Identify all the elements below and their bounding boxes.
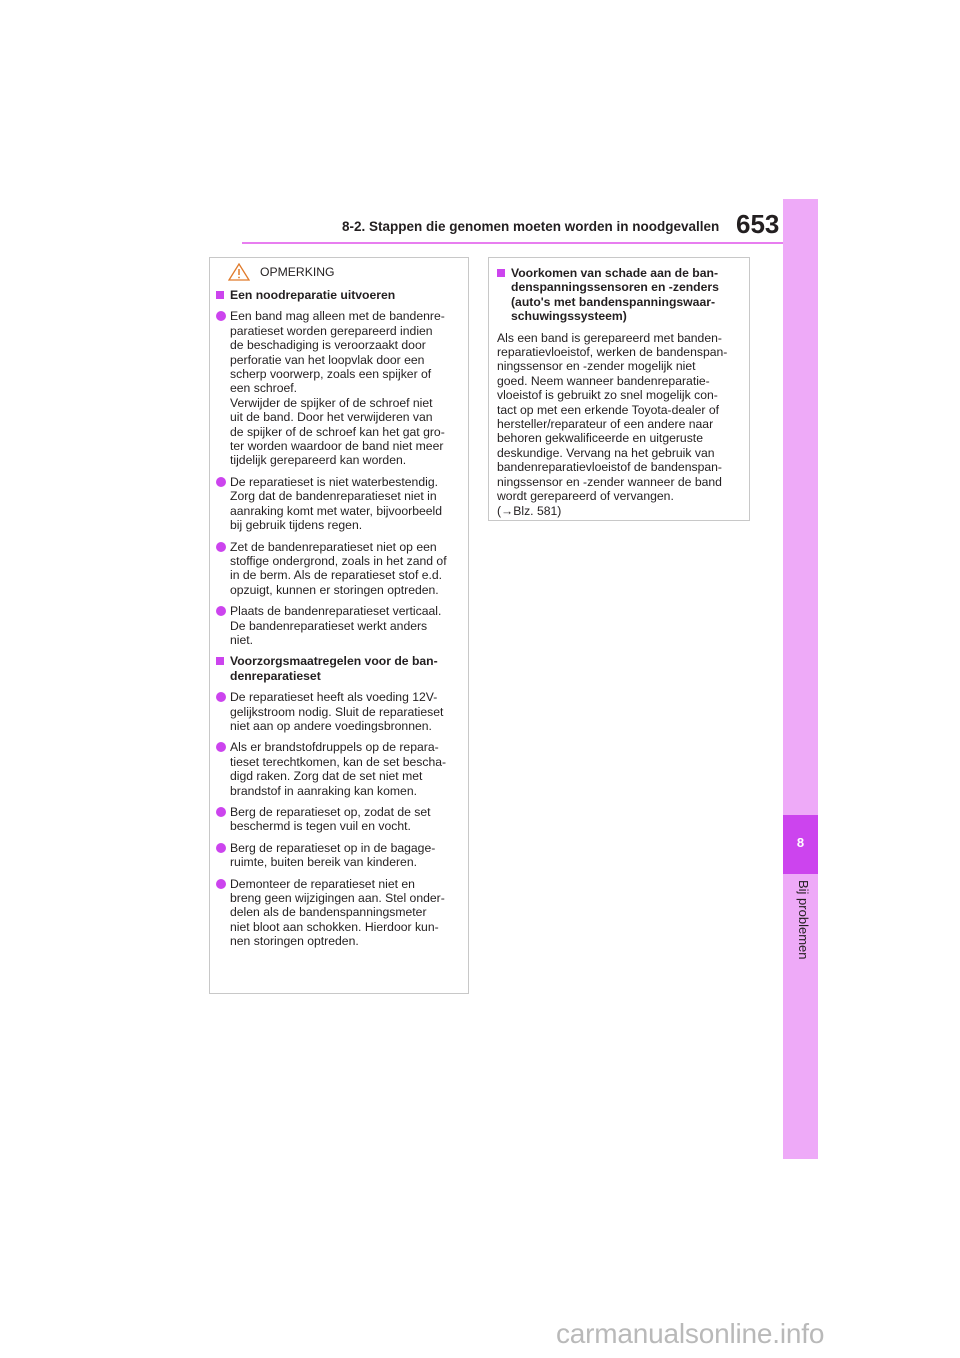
header-divider — [242, 242, 783, 244]
text-line: delen als de bandenspanningsmeter — [230, 905, 427, 920]
round-bullet-icon — [216, 807, 226, 817]
bullet-item — [216, 475, 460, 533]
text-line: scherp voorwerp, zoals een spijker of — [230, 367, 432, 382]
text-line: ningssensor en -zender mogelijk niet — [497, 359, 696, 374]
text-line: de spijker of de schroef kan het gat gro- — [230, 424, 445, 439]
caution-header — [210, 258, 468, 284]
caution-box — [209, 257, 469, 994]
text-line: Als er brandstofdruppels op de repara- — [230, 740, 439, 755]
bullet-item — [216, 877, 460, 949]
text-line: beschermd is tegen vuil en vocht. — [230, 819, 411, 834]
watermark: carmanualsonline.info — [556, 1318, 825, 1349]
text-line: brandstof in aanraking kan komen. — [230, 783, 417, 798]
round-bullet-icon — [216, 843, 226, 853]
text-line: Zet de bandenreparatieset niet op een — [230, 539, 437, 554]
bullet-item — [216, 309, 460, 467]
round-bullet-icon — [216, 542, 226, 552]
section-heading — [216, 288, 460, 302]
text-line: Demonteer de reparatieset niet en — [230, 876, 415, 891]
text-line: Een noodreparatie uitvoeren — [230, 288, 396, 302]
text-line: niet bloot aan schokken. Hierdoor kun- — [230, 919, 439, 934]
round-bullet-icon — [216, 477, 226, 487]
text-line: (auto's met bandenspanningswaar- — [511, 294, 716, 309]
text-line: hersteller/reparateur of een andere naar — [497, 417, 714, 432]
text-line: aanraking komt met water, bijvoorbeeld — [230, 503, 443, 518]
text-line: paratieset worden gerepareerd indien — [230, 323, 433, 338]
info-heading — [497, 266, 741, 324]
square-bullet-icon — [216, 291, 224, 299]
caution-content — [216, 288, 460, 949]
bullet-item — [216, 740, 460, 798]
square-bullet-icon — [216, 657, 224, 665]
text-line: tijdelijk gerepareerd kan worden. — [230, 453, 407, 468]
bullet-item — [216, 841, 460, 870]
page-number: 653 — [736, 209, 780, 239]
bullet-item — [216, 540, 460, 598]
text-line: opzuigt, kunnen er storingen optreden. — [230, 582, 439, 597]
text-line: bij gebruik tijdens regen. — [230, 518, 363, 533]
text-line: Zorg dat de bandenreparatieset niet in — [230, 489, 437, 504]
text-line: ruimte, buiten bereik van kinderen. — [230, 855, 417, 870]
chapter-tab-label-wrap — [786, 880, 816, 990]
section-heading — [216, 654, 460, 683]
text-line: goed. Neem wanneer bandenreparatie- — [497, 373, 710, 388]
text-line: De bandenreparatieset werkt anders — [230, 618, 428, 633]
text-line: bandenreparatievloeistof de bandenspan- — [497, 460, 722, 475]
text-line: Plaats de bandenreparatieset verticaal. — [230, 604, 442, 619]
round-bullet-icon — [216, 311, 226, 321]
text-line: Een band mag alleen met de bandenre- — [230, 309, 445, 324]
text-line: niet aan op andere voedingsbronnen. — [230, 718, 432, 733]
text-line: stoffige ondergrond, zoals in het zand of — [230, 553, 447, 568]
text-line: in de berm. Als de reparatieset stof e.d. — [230, 568, 443, 583]
bullet-item — [216, 805, 460, 834]
text-line: wordt gerepareerd of vervangen. — [497, 489, 674, 504]
text-line: deskundige. Vervang na het gebruik van — [497, 445, 715, 460]
chapter-tab-label: Bij problemen — [796, 880, 811, 960]
text-line: denspanningssensoren en -zenders — [511, 280, 719, 295]
text-line: (→Blz. 581) — [497, 503, 562, 518]
text-line: behoren gekwalificeerde en uitgeruste — [497, 431, 703, 446]
chapter-side-strip — [783, 199, 818, 1159]
bullet-item — [216, 690, 460, 733]
caution-title: OPMERKING — [260, 265, 335, 279]
text-line: Voorzorgsmaatregelen voor de ban- — [230, 654, 438, 669]
text-line: niet. — [230, 632, 254, 647]
text-line: Verwijder de spijker of de schroef niet — [230, 395, 433, 410]
text-line: Voorkomen van schade aan de ban- — [511, 266, 719, 280]
text-line: de beschadiging is veroorzaakt door — [230, 338, 426, 353]
bullet-item — [216, 604, 460, 647]
square-bullet-icon — [497, 269, 505, 277]
text-line: ningssensor en -zender wanneer de band — [497, 474, 722, 489]
round-bullet-icon — [216, 742, 226, 752]
text-line: tact op met een erkende Toyota-dealer of — [497, 402, 719, 417]
text-line: Als een band is gerepareerd met banden- — [497, 330, 722, 345]
text-line: digd raken. Zorg dat de set niet met — [230, 769, 423, 784]
text-line: perforatie van het loopvlak door een — [230, 352, 425, 367]
text-line: tieset terechtkomen, kan de set bescha- — [230, 754, 447, 769]
section-title: 8-2. Stappen die genomen moeten worden in noodgevallen — [342, 219, 720, 234]
text-line: nen storingen optreden. — [230, 934, 359, 949]
text-line: uit de band. Door het verwijderen van — [230, 410, 433, 425]
text-line: Berg de reparatieset op, zodat de set — [230, 805, 431, 819]
text-line: denreparatieset — [230, 668, 321, 683]
info-paragraph — [497, 331, 741, 518]
text-line: Berg de reparatieset op in de bagage- — [230, 840, 436, 855]
text-line: een schroef. — [230, 381, 298, 396]
warning-triangle-icon — [228, 263, 250, 281]
chapter-tab-number: 8 — [796, 835, 805, 850]
round-bullet-icon — [216, 606, 226, 616]
text-line: vloeistof is gebruikt zo snel mogelijk con- — [497, 388, 718, 403]
round-bullet-icon — [216, 879, 226, 889]
text-line: gelijkstroom nodig. Sluit de reparatieset — [230, 704, 444, 719]
text-line: reparatievloeistof, werken de bandenspan- — [497, 345, 728, 360]
info-box — [488, 257, 750, 521]
text-line: De reparatieset heeft als voeding 12V- — [230, 690, 438, 705]
text-line: De reparatieset is niet waterbestendig. — [230, 474, 438, 489]
text-line: schuwingssysteem) — [511, 309, 627, 324]
text-line: ter worden waardoor de band niet meer — [230, 439, 444, 454]
round-bullet-icon — [216, 692, 226, 702]
text-line: breng geen wijzigingen aan. Stel onder- — [230, 891, 445, 906]
